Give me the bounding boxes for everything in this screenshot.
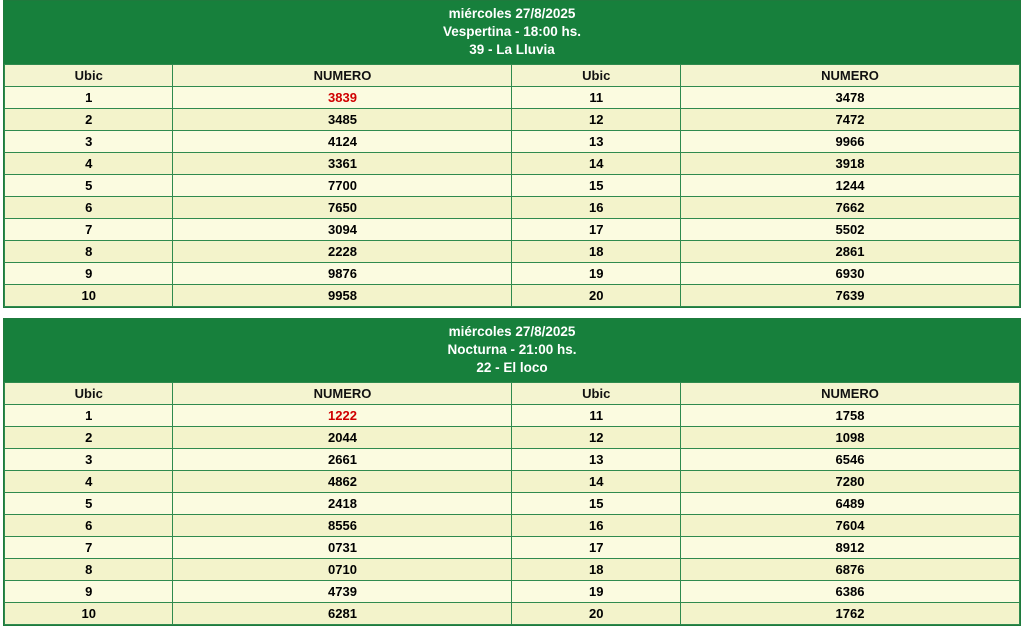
position-cell: 6 [5, 515, 173, 537]
table-header-row [5, 65, 1020, 87]
number-cell: 1758 [680, 405, 1019, 427]
number-cell: 7472 [680, 109, 1019, 131]
number-cell: 2418 [173, 493, 512, 515]
number-cell: 1762 [680, 603, 1019, 625]
number-cell: 3485 [173, 109, 512, 131]
table-header-row [5, 383, 1020, 405]
position-cell: 1 [5, 87, 173, 109]
position-cell: 10 [5, 285, 173, 307]
position-cell: 11 [512, 87, 680, 109]
position-cell: 16 [512, 197, 680, 219]
table-row [5, 603, 1020, 625]
position-cell: 20 [512, 603, 680, 625]
number-cell: 2228 [173, 241, 512, 263]
number-cell: 9958 [173, 285, 512, 307]
number-cell: 6876 [680, 559, 1019, 581]
position-cell: 18 [512, 241, 680, 263]
number-cell: 7662 [680, 197, 1019, 219]
table-row [5, 175, 1020, 197]
position-cell: 11 [512, 405, 680, 427]
number-cell: 3361 [173, 153, 512, 175]
number-cell: 6281 [173, 603, 512, 625]
table-row [5, 285, 1020, 307]
nocturna-board-header [4, 319, 1020, 382]
table-row [5, 109, 1020, 131]
draw-headline: 39 - La Lluvia [469, 42, 555, 57]
number-cell: 8912 [680, 537, 1019, 559]
position-cell: 12 [512, 109, 680, 131]
number-cell: 4739 [173, 581, 512, 603]
number-cell: 4862 [173, 471, 512, 493]
number-cell: 6386 [680, 581, 1019, 603]
position-cell: 16 [512, 515, 680, 537]
position-cell: 7 [5, 219, 173, 241]
table-row [5, 197, 1020, 219]
number-cell: 9966 [680, 131, 1019, 153]
position-cell: 18 [512, 559, 680, 581]
position-cell: 3 [5, 131, 173, 153]
position-cell: 8 [5, 241, 173, 263]
vespertina-results-table [4, 64, 1020, 307]
position-cell: 15 [512, 175, 680, 197]
number-cell: 2044 [173, 427, 512, 449]
position-cell: 8 [5, 559, 173, 581]
number-cell: 2661 [173, 449, 512, 471]
nocturna-results-table [4, 382, 1020, 625]
draw-headline: 22 - El loco [476, 360, 548, 375]
table-row [5, 241, 1020, 263]
number-cell: 7650 [173, 197, 512, 219]
table-row [5, 131, 1020, 153]
table-row [5, 263, 1020, 285]
number-cell: 3094 [173, 219, 512, 241]
column-header-ubic-left: Ubic [5, 383, 173, 405]
column-header-ubic-right: Ubic [512, 383, 680, 405]
table-row [5, 581, 1020, 603]
number-cell: 0731 [173, 537, 512, 559]
position-cell: 14 [512, 471, 680, 493]
number-cell: 7639 [680, 285, 1019, 307]
number-cell: 2861 [680, 241, 1019, 263]
position-cell: 2 [5, 109, 173, 131]
number-cell: 0710 [173, 559, 512, 581]
table-row [5, 153, 1020, 175]
position-cell: 6 [5, 197, 173, 219]
position-cell: 10 [5, 603, 173, 625]
number-cell: 6930 [680, 263, 1019, 285]
table-row [5, 471, 1020, 493]
table-row [5, 219, 1020, 241]
number-cell: 1244 [680, 175, 1019, 197]
number-cell: 7604 [680, 515, 1019, 537]
position-cell: 12 [512, 427, 680, 449]
number-cell: 3839 [173, 87, 512, 109]
table-row [5, 515, 1020, 537]
column-header-ubic-right: Ubic [512, 65, 680, 87]
number-cell: 9876 [173, 263, 512, 285]
nocturna-board [3, 318, 1021, 626]
number-cell: 5502 [680, 219, 1019, 241]
position-cell: 3 [5, 449, 173, 471]
number-cell: 8556 [173, 515, 512, 537]
position-cell: 17 [512, 219, 680, 241]
table-row [5, 559, 1020, 581]
number-cell: 3918 [680, 153, 1019, 175]
number-cell: 7280 [680, 471, 1019, 493]
position-cell: 15 [512, 493, 680, 515]
position-cell: 7 [5, 537, 173, 559]
position-cell: 1 [5, 405, 173, 427]
position-cell: 4 [5, 153, 173, 175]
position-cell: 19 [512, 581, 680, 603]
column-header-numero-left: NUMERO [173, 383, 512, 405]
position-cell: 5 [5, 493, 173, 515]
number-cell: 4124 [173, 131, 512, 153]
position-cell: 20 [512, 285, 680, 307]
number-cell: 7700 [173, 175, 512, 197]
position-cell: 9 [5, 263, 173, 285]
table-row [5, 537, 1020, 559]
position-cell: 2 [5, 427, 173, 449]
number-cell: 6489 [680, 493, 1019, 515]
number-cell: 1222 [173, 405, 512, 427]
table-row [5, 87, 1020, 109]
table-row [5, 405, 1020, 427]
position-cell: 5 [5, 175, 173, 197]
number-cell: 3478 [680, 87, 1019, 109]
position-cell: 17 [512, 537, 680, 559]
table-row [5, 427, 1020, 449]
position-cell: 14 [512, 153, 680, 175]
vespertina-board [3, 0, 1021, 308]
column-header-numero-right: NUMERO [680, 65, 1019, 87]
position-cell: 13 [512, 131, 680, 153]
vespertina-board-header [4, 1, 1020, 64]
position-cell: 4 [5, 471, 173, 493]
number-cell: 6546 [680, 449, 1019, 471]
draw-date: miércoles 27/8/2025 [448, 6, 576, 21]
column-header-ubic-left: Ubic [5, 65, 173, 87]
table-row [5, 449, 1020, 471]
draw-date: miércoles 27/8/2025 [448, 324, 576, 339]
column-header-numero-right: NUMERO [680, 383, 1019, 405]
column-header-numero-left: NUMERO [173, 65, 512, 87]
position-cell: 13 [512, 449, 680, 471]
position-cell: 19 [512, 263, 680, 285]
draw-name: Nocturna - 21:00 hs. [447, 342, 577, 357]
draw-name: Vespertina - 18:00 hs. [442, 24, 582, 39]
position-cell: 9 [5, 581, 173, 603]
table-row [5, 493, 1020, 515]
number-cell: 1098 [680, 427, 1019, 449]
